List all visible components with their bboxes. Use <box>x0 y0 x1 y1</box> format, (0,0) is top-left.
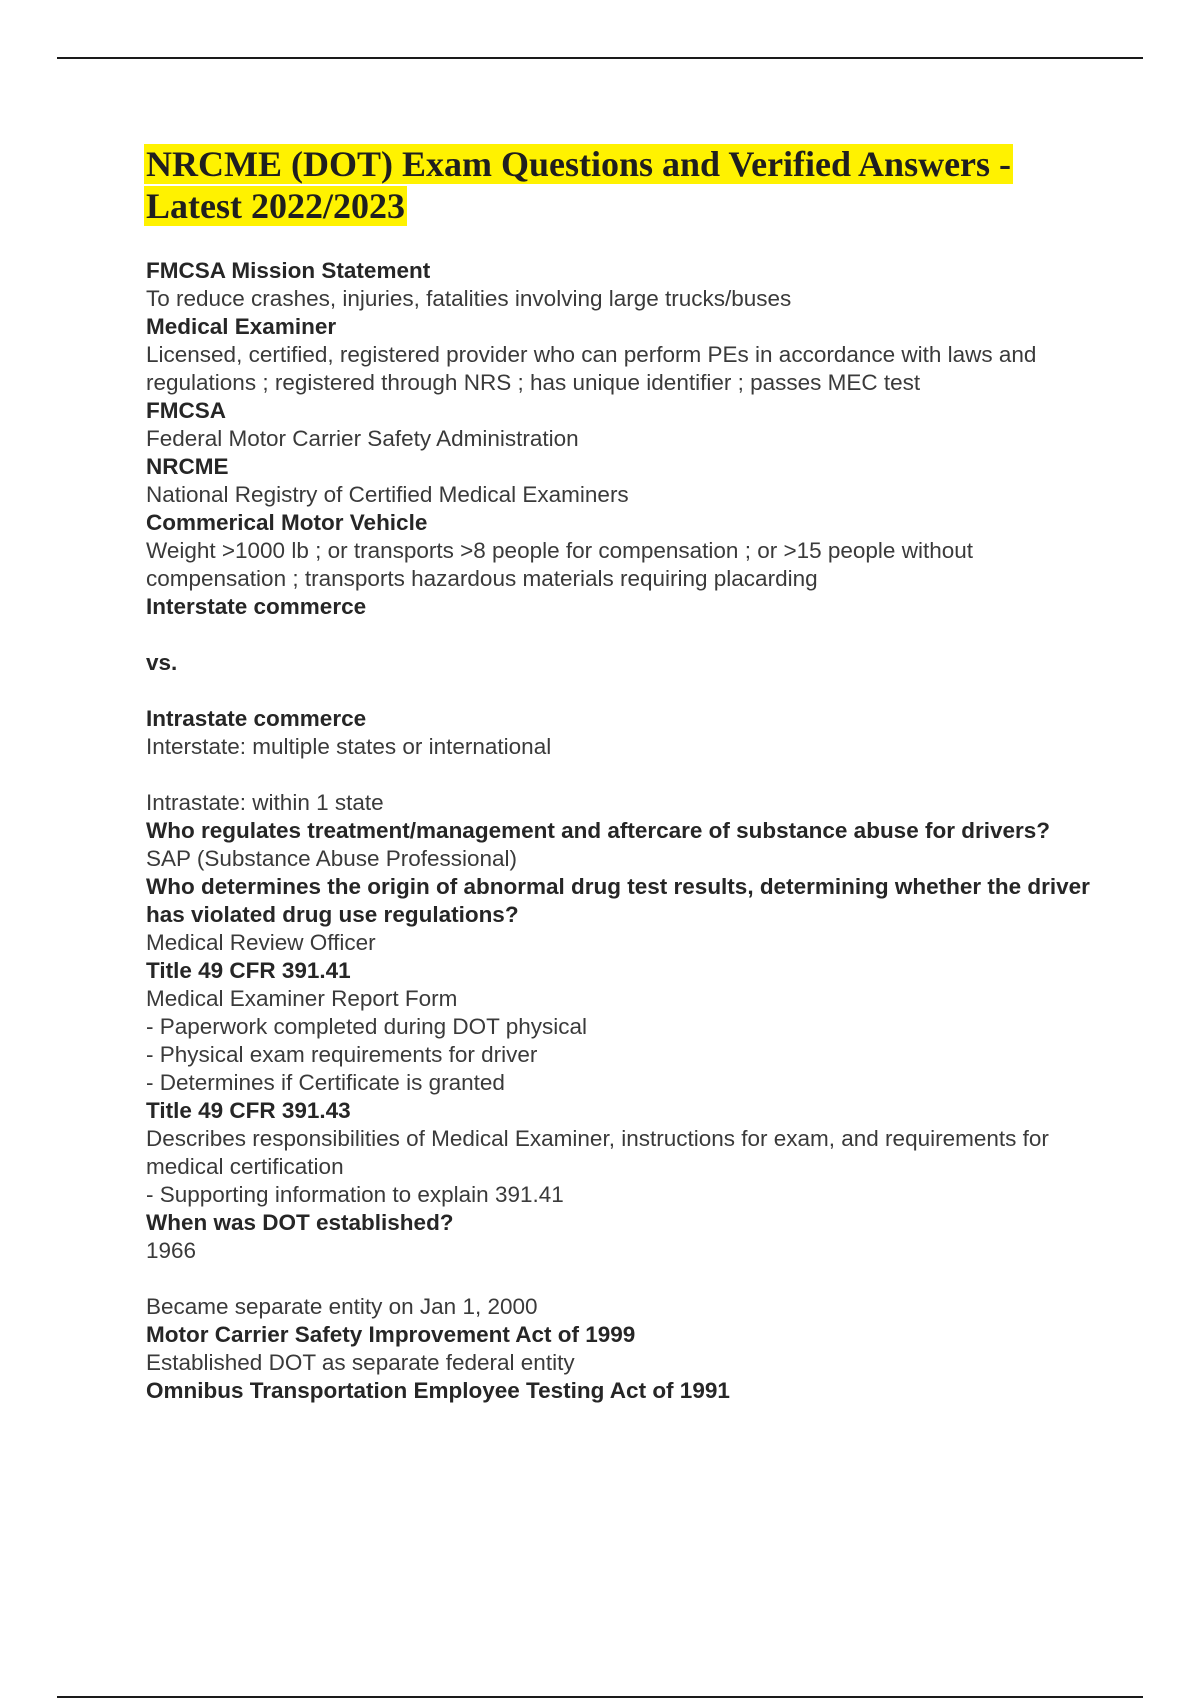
answer-definition <box>146 481 1096 509</box>
qa-entry <box>146 1209 1096 1321</box>
qa-entry <box>146 1097 1096 1209</box>
title-highlight: NRCME (DOT) Exam Questions and Verified Answers - Latest 2022/2023 <box>146 144 1012 226</box>
question-term <box>146 593 1096 733</box>
question-term-line: FMCSA <box>146 398 226 423</box>
question-term <box>146 313 1096 341</box>
answer-definition <box>146 733 1096 817</box>
question-term-line: Intrastate commerce <box>146 706 367 731</box>
answer-definition-line: Medical Examiner Report Form <box>146 986 458 1011</box>
answer-definition-line: Became separate entity on Jan 1, 2000 <box>146 1294 538 1319</box>
question-term <box>146 957 1096 985</box>
qa-entry <box>146 593 1096 817</box>
qa-entry <box>146 453 1096 509</box>
top-rule <box>57 57 1143 59</box>
question-term-line: Omnibus Transportation Employee Testing Act of 1991 <box>146 1378 730 1403</box>
qa-entry <box>146 873 1096 957</box>
question-term-line: Motor Carrier Safety Improvement Act of 1999 <box>146 1322 636 1347</box>
answer-definition-line: Federal Motor Carrier Safety Administration <box>146 426 579 451</box>
answer-definition-line: Interstate: multiple states or international <box>146 734 552 759</box>
answer-definition-line: - Supporting information to explain 391.41 <box>146 1182 564 1207</box>
answer-definition-line: - Physical exam requirements for driver <box>146 1042 538 1067</box>
blank-line <box>146 677 1096 705</box>
answer-definition-line: To reduce crashes, injuries, fatalities involving large trucks/buses <box>146 286 792 311</box>
question-term-line: Who determines the origin of abnormal drug test results, determining whether the driver has violated drug use regulations? <box>146 874 1097 927</box>
answer-definition <box>146 341 1096 397</box>
answer-definition <box>146 1349 1096 1377</box>
question-term <box>146 509 1096 537</box>
question-term <box>146 1209 1096 1237</box>
answer-definition <box>146 1237 1096 1321</box>
question-term <box>146 817 1096 845</box>
answer-definition-line: SAP (Substance Abuse Professional) <box>146 846 518 871</box>
question-term-line: Commerical Motor Vehicle <box>146 510 428 535</box>
question-term <box>146 453 1096 481</box>
question-term-line: NRCME <box>146 454 229 479</box>
qa-entry <box>146 257 1096 313</box>
question-term <box>146 873 1096 929</box>
qa-entry <box>146 509 1096 593</box>
qa-entry <box>146 957 1096 1097</box>
blank-line <box>146 1265 1096 1293</box>
answer-definition-line: Describes responsibilities of Medical Examiner, instructions for exam, and requirements for medical certification <box>146 1126 1056 1179</box>
question-term <box>146 257 1096 285</box>
question-term-line: Who regulates treatment/management and aftercare of substance abuse for drivers? <box>146 818 1050 843</box>
question-term <box>146 397 1096 425</box>
question-term-line: Interstate commerce <box>146 594 367 619</box>
answer-definition <box>146 285 1096 313</box>
blank-line <box>146 761 1096 789</box>
answer-definition-line: National Registry of Certified Medical Examiners <box>146 482 629 507</box>
qa-entry <box>146 313 1096 397</box>
qa-entry <box>146 817 1096 873</box>
answer-definition <box>146 845 1096 873</box>
qa-list <box>146 257 1096 1405</box>
answer-definition <box>146 929 1096 957</box>
answer-definition-line: - Determines if Certificate is granted <box>146 1070 505 1095</box>
answer-definition-line: Intrastate: within 1 state <box>146 790 384 815</box>
answer-definition <box>146 537 1096 593</box>
qa-entry <box>146 1321 1096 1377</box>
question-term-line: FMCSA Mission Statement <box>146 258 431 283</box>
answer-definition <box>146 425 1096 453</box>
qa-entry <box>146 1377 1096 1405</box>
answer-definition-line: Licensed, certified, registered provider who can perform PEs in accordance with laws and regulations ; registered through NRS ; has unique identifier ; passes MEC test <box>146 342 1043 395</box>
question-term <box>146 1097 1096 1125</box>
answer-definition-line: Established DOT as separate federal entity <box>146 1350 575 1375</box>
question-term-line: When was DOT established? <box>146 1210 454 1235</box>
answer-definition <box>146 1125 1096 1209</box>
answer-definition-line: Weight >1000 lb ; or transports >8 people for compensation ; or >15 people without compensation ; transports hazardous materials requiring placarding <box>146 538 980 591</box>
answer-definition-line: - Paperwork completed during DOT physical <box>146 1014 588 1039</box>
question-term-line: Title 49 CFR 391.43 <box>146 1098 351 1123</box>
question-term-line: Title 49 CFR 391.41 <box>146 958 351 983</box>
question-term <box>146 1321 1096 1349</box>
answer-definition-line: Medical Review Officer <box>146 930 376 955</box>
answer-definition <box>146 985 1096 1097</box>
question-term-line: Medical Examiner <box>146 314 337 339</box>
question-term <box>146 1377 1096 1405</box>
blank-line <box>146 621 1096 649</box>
answer-definition-line: 1966 <box>146 1238 197 1263</box>
bottom-rule <box>57 1696 1143 1698</box>
qa-entry <box>146 397 1096 453</box>
document-title <box>144 143 1094 227</box>
question-term-line: vs. <box>146 650 178 675</box>
